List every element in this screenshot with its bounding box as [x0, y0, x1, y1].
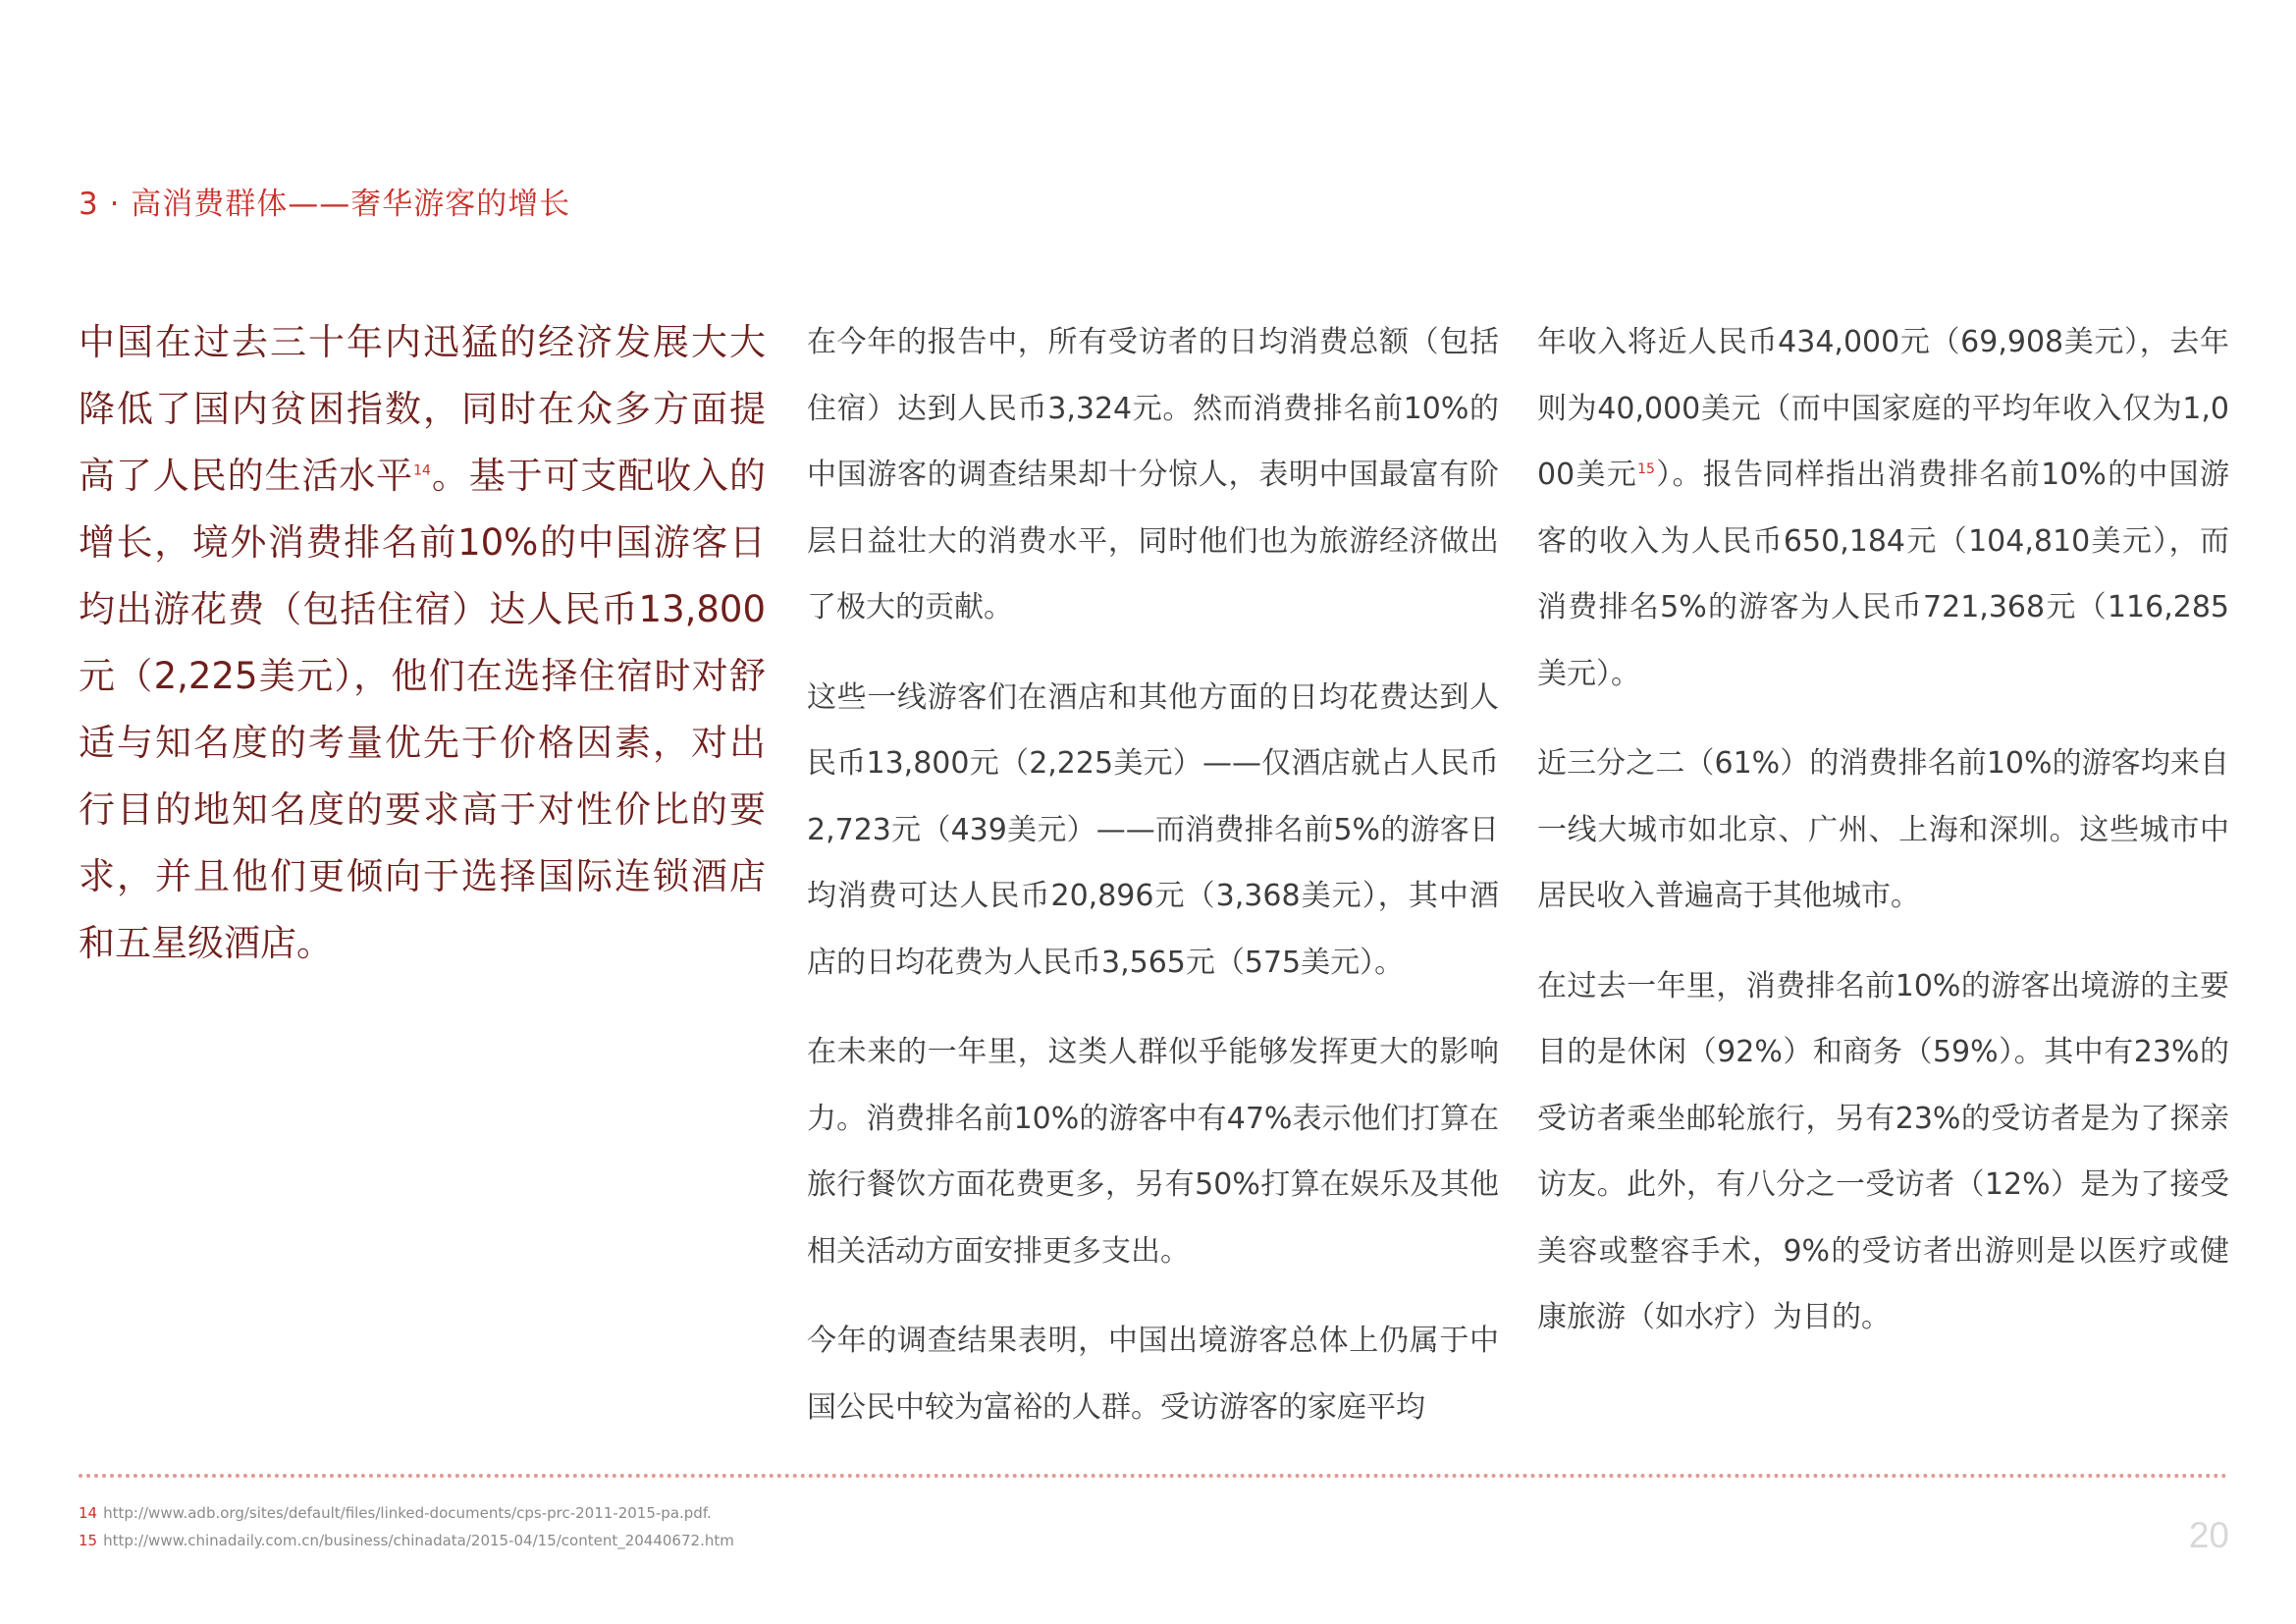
section-heading: 3 · 高消费群体——奢华游客的增长 [79, 187, 571, 222]
left-column [79, 309, 766, 977]
body-paragraph: 在今年的报告中，所有受访者的日均消费总额（包括住宿）达到人民币3,324元。然而消费排名前10%的中国游客的调查结果却十分惊人，表明中国最富有阶层日益壮大的消费水平，同时他们也为旅游经济做出了极大的贡献。 [807, 325, 1499, 624]
footnote-reference-14[interactable]: 14 [413, 462, 431, 479]
paragraph-text-part-1: 年收入将近人民币434,000元（69,908美元），去年则为40,000美元（而中国家庭的平均年收入仅为1,000美元 [1537, 325, 2229, 492]
footnote-15 [79, 1527, 734, 1554]
lead-text-part-2: 。基于可支配收入的增长，境外消费排名前10%的中国游客日均出游花费（包括住宿）达人民币13,800元（2,225美元），他们在选择住宿时对舒适与知名度的考量优先于价格因素，对出行目的地知名度的要求高于对性价比的要求，并且他们更倾向于选择国际连锁酒店和五星级酒店。 [79, 455, 767, 964]
body-paragraph: 这些一线游客们在酒店和其他方面的日均花费达到人民币13,800元（2,225美元）——仅酒店就占人民币2,723元（439美元）——而消费排名前5%的游客日均消费可达人民币20,896元（3,368美元），其中酒店的日均花费为人民币3,565元（575美元）。 [807, 679, 1499, 980]
body-paragraph: 在过去一年里，消费排名前10%的游客出境游的主要目的是休闲（92%）和商务（59%）。其中有23%的受访者乘坐邮轮旅行，另有23%的受访者是为了探亲访友。此外，有八分之一受访者（12%）是为了接受美容或整容手术，9%的受访者出游则是以医疗或健康旅游（如水疗）为目的。 [1537, 968, 2229, 1334]
footnote-link[interactable]: http://www.chinadaily.com.cn/business/chinadata/2015-04/15/content_20440672.htm [103, 1532, 734, 1549]
footnote-number: 15 [79, 1532, 98, 1549]
right-column [1537, 309, 2229, 1375]
footnotes [79, 1499, 734, 1554]
lead-paragraph [79, 309, 766, 977]
footnote-reference-15[interactable]: 15 [1637, 461, 1655, 477]
footnote-link[interactable]: http://www.adb.org/sites/default/files/linked-documents/cps-prc-2011-2015-pa.pdf. [103, 1504, 712, 1522]
footnote-divider [79, 1474, 2228, 1478]
middle-column [807, 309, 1499, 1464]
body-paragraph: 今年的调查结果表明，中国出境游客总体上仍属于中国公民中较为富裕的人群。受访游客的家庭平均 [807, 1324, 1499, 1425]
body-paragraph: 在未来的一年里，这类人群似乎能够发挥更大的影响力。消费排名前10%的游客中有47%表示他们打算在旅行餐饮方面花费更多，另有50%打算在娱乐及其他相关活动方面安排更多支出。 [807, 1035, 1499, 1269]
body-paragraph [1537, 309, 2229, 707]
paragraph-text-part-2: ）。报告同样指出消费排名前10%的中国游客的收入为人民币650,184元（104,810美元），而消费排名5%的游客为人民币721,368元（116,285美元）。 [1537, 458, 2229, 691]
footnote-number: 14 [79, 1504, 98, 1522]
footnote-14 [79, 1499, 734, 1527]
lead-text-part-1: 中国在过去三十年内迅猛的经济发展大大降低了国内贫困指数，同时在众多方面提高了人民的生活水平 [79, 321, 766, 497]
page-number: 20 [2188, 1515, 2229, 1555]
body-paragraph: 近三分之二（61%）的消费排名前10%的游客均来自一线大城市如北京、广州、上海和深圳。这些城市中居民收入普遍高于其他城市。 [1537, 746, 2229, 913]
